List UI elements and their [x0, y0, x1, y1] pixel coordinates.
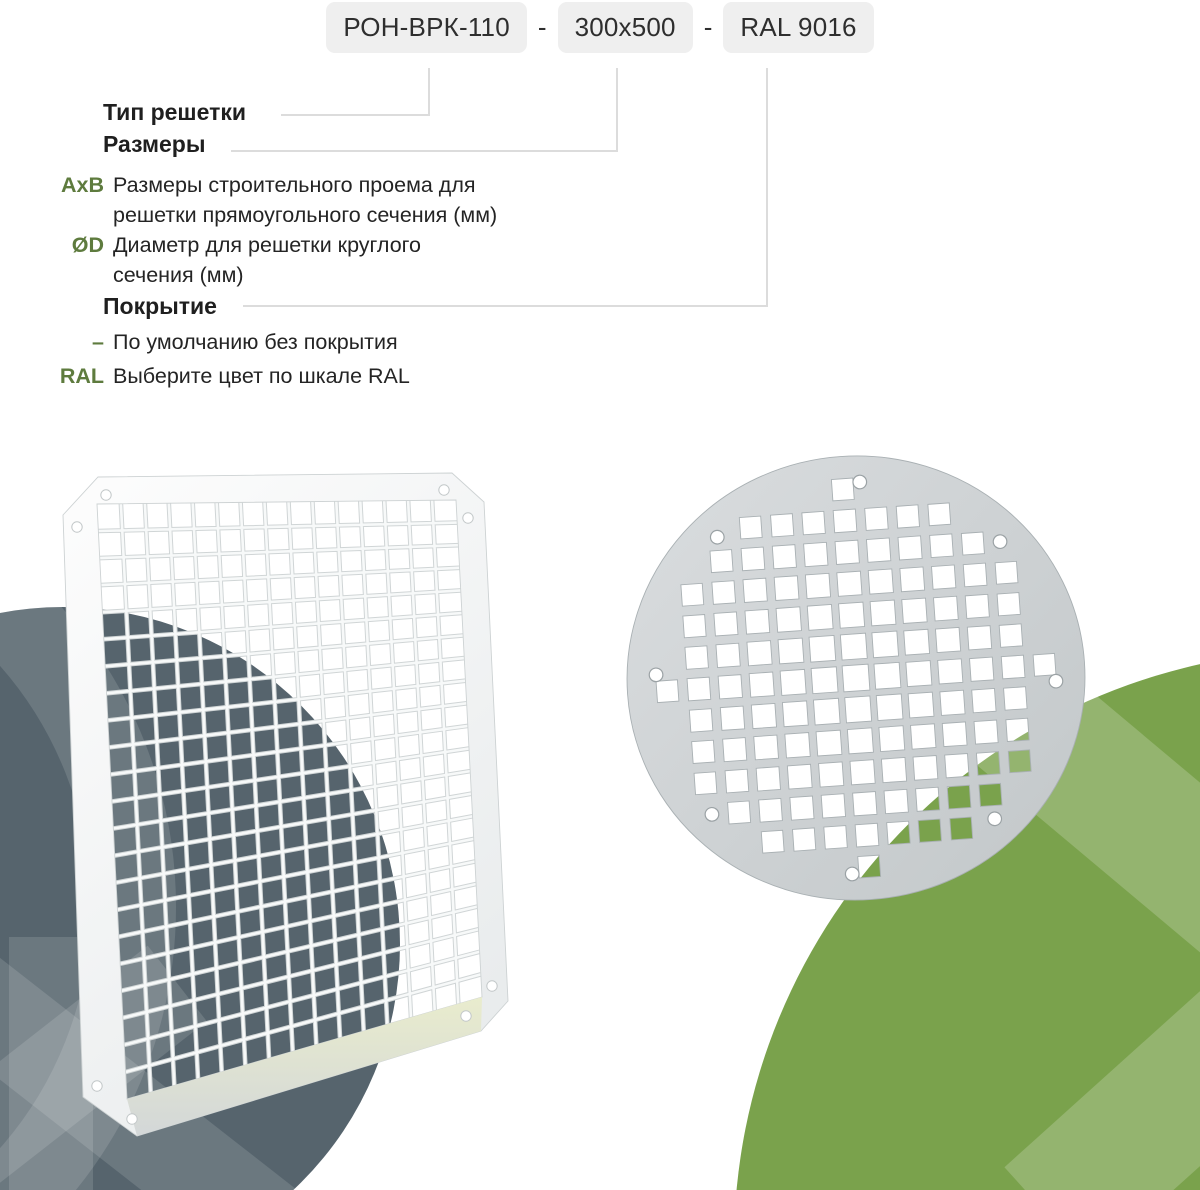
code-separator-1: - — [537, 12, 547, 42]
connector-coating-horizontal — [243, 305, 767, 307]
connector-type-vertical — [428, 68, 430, 116]
product-code-coating: RAL 9016 — [723, 2, 873, 53]
connector-size-horizontal — [231, 150, 617, 152]
legend-text-axb: Размеры строительного проема для решетки прямоугольного сечения (мм) — [113, 173, 498, 227]
legend-item-axb — [38, 170, 497, 230]
legend-item-ral — [38, 361, 410, 391]
legend-prefix-od: ØD — [71, 233, 104, 257]
connector-type-horizontal — [281, 114, 429, 116]
legend-text-od: Диаметр для решетки круглого сечения (мм) — [113, 233, 421, 287]
legend-size-label: Размеры — [103, 131, 206, 157]
legend-type-label: Тип решетки — [103, 99, 247, 125]
product-code-type: РОН-ВРК-110 — [326, 2, 527, 53]
legend-text-ral: Выберите цвет по шкале RAL — [113, 364, 410, 388]
legend-item-default — [38, 327, 398, 357]
product-code-size: 300х500 — [558, 2, 693, 53]
legend-item-od — [38, 230, 421, 290]
connector-coating-vertical — [766, 68, 768, 307]
product-code — [0, 2, 1200, 53]
legend-prefix-dash: – — [92, 330, 104, 354]
legend-prefix-ral: RAL — [59, 364, 104, 388]
legend-prefix-axb: АхВ — [60, 173, 104, 197]
code-separator-2: - — [703, 12, 713, 42]
connector-size-vertical — [616, 68, 618, 152]
legend-text-default: По умолчанию без покрытия — [113, 330, 398, 354]
legend-coating-label: Покрытие — [103, 293, 217, 319]
